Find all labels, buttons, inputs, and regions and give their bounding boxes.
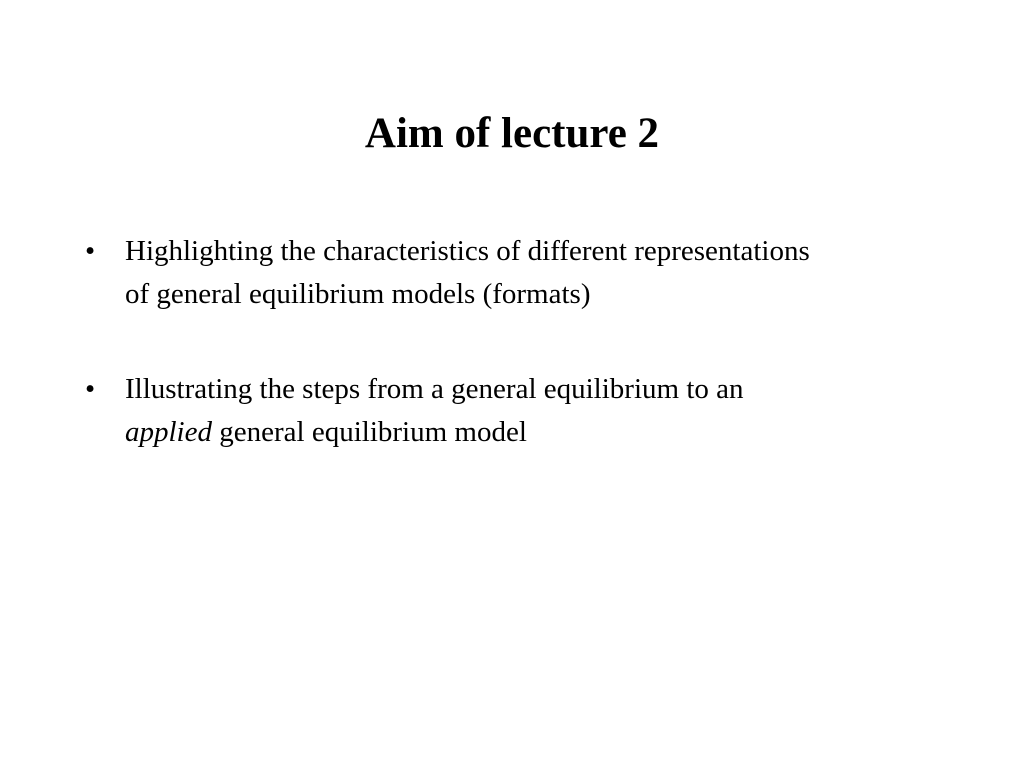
bullet-icon: • bbox=[85, 235, 96, 267]
bullet-icon: • bbox=[85, 373, 96, 405]
bullet-text bbox=[125, 230, 955, 316]
bullet-line: Highlighting the characteristics of different representations bbox=[125, 235, 810, 267]
bullet-line: general equilibrium model bbox=[212, 416, 527, 448]
bullet-text bbox=[125, 368, 955, 454]
bullet-line: Illustrating the steps from a general equilibrium to an bbox=[125, 373, 744, 405]
bullet-item-applied-model bbox=[85, 368, 955, 454]
bullet-line: of general equilibrium models (formats) bbox=[125, 278, 591, 310]
slide-title: Aim of lecture 2 bbox=[364, 110, 660, 157]
bullet-item-formats bbox=[85, 230, 955, 316]
italic-word: applied bbox=[125, 416, 212, 448]
bullet-list bbox=[85, 230, 955, 506]
